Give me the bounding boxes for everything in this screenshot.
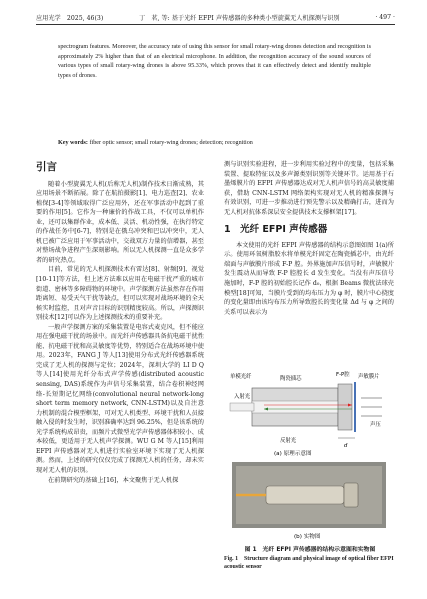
left-column [36,160,204,485]
sensor-photo-ferrule [266,486,344,504]
section1-heading: 1 光纤 EFPI 声传感器 [224,224,328,236]
article-title-header: 丁 茗, 等: 基于光纤 EFPI 声传感器的多种类小型旋翼无人机探测与识别 [138,14,340,22]
figure-1-caption [224,546,396,572]
label-fiber: 单模光纤 [230,374,252,380]
photo-b [232,462,386,540]
right-column [224,160,394,317]
label-sound: 声压 [370,422,381,428]
journal-info: 应用光学 2025, 46(3) [36,14,104,22]
caption-chinese: 图 1 光纤 EFPI 声传感器的结构示意图和实物图 [244,547,376,553]
abstract-text: spectrogram features. Moreover, the accuracy rate of using this sensor for small rotary-wing drones detection and recognition is approximately 2% higher than that of an electrical microphone. In addition, the recognition accuracy of the sound sources of various types of small rotary-wing drones is above 95.33%, which proves that it can effectively detect and identify multiple types of drones. [58,44,371,79]
intro-paragraph-1: 随着小型旋翼无人机(后称无人机)制作技术日渐成熟，其应用场景不断拓展。除了在航拍摄影[1]、电力巡查[2]、农业植保[3-4]等领域取得广泛应用外，还在军事活动中起到了重要的作用[5]。它作为一种廉价的作战工具，不仅可以单机作业，还可以集群作业，成本低、灵活、机动性强，在执行特定的作战任务中[6-7]，特别是在俄乌冲突和巴以冲突中，无人机已被广泛应用于军事活动中，交战双方力量的信增器，甚至对整场战争进程产生深刻影响。所以无人机探测一直是众多学者的研究热点。 [36,180,204,264]
label-reflect: 反射光 [280,438,297,444]
schematic-a [230,370,382,457]
intro-paragraph-2: 目前，常见的无人机探测技术有雷达[8]、射频[9]、视觉[10-11]等方法，但上述方法难以应用在电磁干扰严重的城市街道、密林等多障碍物的环境中。声学探测方法虽然存在作用距离短、易受天气干扰等缺点，但可以实现对战场环境的全天候实时监控，且对声音目标的识别精度较高。所以，声探测识别技术[12]可以作为上述探测技术的重要补充。 [36,266,204,322]
label-d: d [344,443,348,449]
caption-english: Fig. 1 Structure diagram and physical image of optical fiber EFPI acoustic sensor [224,555,394,570]
keywords-label: Key words: [58,140,88,146]
page-number: · 497 · [375,13,395,21]
label-diaphragm: 声敏膜片 [358,374,380,380]
intro-paragraph-4: 在前期研究的基础上[16]，本文聚焦于无人机探 [48,476,179,484]
sensor-photo-head [344,483,358,507]
label-ferrule: 陶瓷插芯 [280,376,302,382]
intro-paragraph-3: 一般声学探测方案的采集装置是电容式麦克风，但不能应用在强电磁干扰的场景中。而光纤声传感器具备抗电磁干扰性能、抗电磁干扰和高灵敏度等优势，特别适合在战场环境中使用。2023年，FANG J 等人[13]使用分布式光纤传感器系统完成了无人机的探测与定位；2024年，深圳大学的 LI D Q 等人[14]使用光纤分布式声学传感(distributed acoustic sensing, DAS)系统作为声信号采集装置，结合卷积神经网络-长短期记忆网络(convolutional neural network-long short term memory network, CNN-LSTM)以及自注意力机制的混合模型框架，可对无人机类型、环境干扰和人员接触入侵的时发生时，识别准确率达到 96.25%，但是该系统的光学系统构成昂贵，而频片式微型光学声传感器体积较小、成本较低，更适用于无人机声学探测。WU G M 等人[15]利用 EFPI 声传感器对无人机进行实验室环境下实现了无人机探测。然而，上述的研究仅仅完成了探测无人机的任务，却未实现对无人机的识别。 [36,323,204,474]
keywords [58,139,371,148]
keywords-text: fiber optic sensor; small rotary-wing drones; detection; recognition [89,140,253,146]
subcaption-a: (a) 原理示意图 [274,451,312,457]
section1-paragraph: 本文使用的光纤 EFPI 声传感器的结构示意图如图 1(a)所示。使用环氧树脂胶水将单模光纤固定在陶瓷插芯中，由光纤端面与声敏膜片形成 F-P 腔。外界施加声压信号时，声敏膜片发生震动从而导致 F-P 腔腔长 d 发生变化。当没有声压信号施加时，F-P 腔的初始腔长记作 d₀，根据 Beams 微扰法球壳模型[18]可知，当膜片受到的均布压力为 φ 时，膜片中心挠度的变化量即由该均布压力所导致腔长的变化量 Δd 与 φ 之间的关系可以表示为 [224,241,394,316]
figure-1-diagram [224,358,394,540]
intro-paragraph-5: 测与识别实验进程，进一步利用实验过程中的变量，包括采集装置、提取特征以及多声源类别识别等关键环节。运用基于石墨烯膜片的 EFPI 声传感器达成对无人机声信号的高灵敏度捕获，借助 CNN-LSTM 网络架构实现对无人机的精准探测与有效识别，可进一步推动进行预先警示以及精确打击，进而为无人机对抗体系深层安全提供技术支撑框架[17]。 [224,161,394,216]
subcaption-b: (b) 实物图 [294,534,321,540]
single-mode-fiber-shape [230,403,254,411]
figure-1 [224,358,394,540]
running-header [36,10,395,25]
fiber-core-shape [252,401,338,413]
label-cavity: F-P腔 [336,372,350,378]
sleeve-shape [338,384,352,430]
label-incident: 入射光 [234,394,251,400]
intro-heading: 引言 [36,161,57,173]
